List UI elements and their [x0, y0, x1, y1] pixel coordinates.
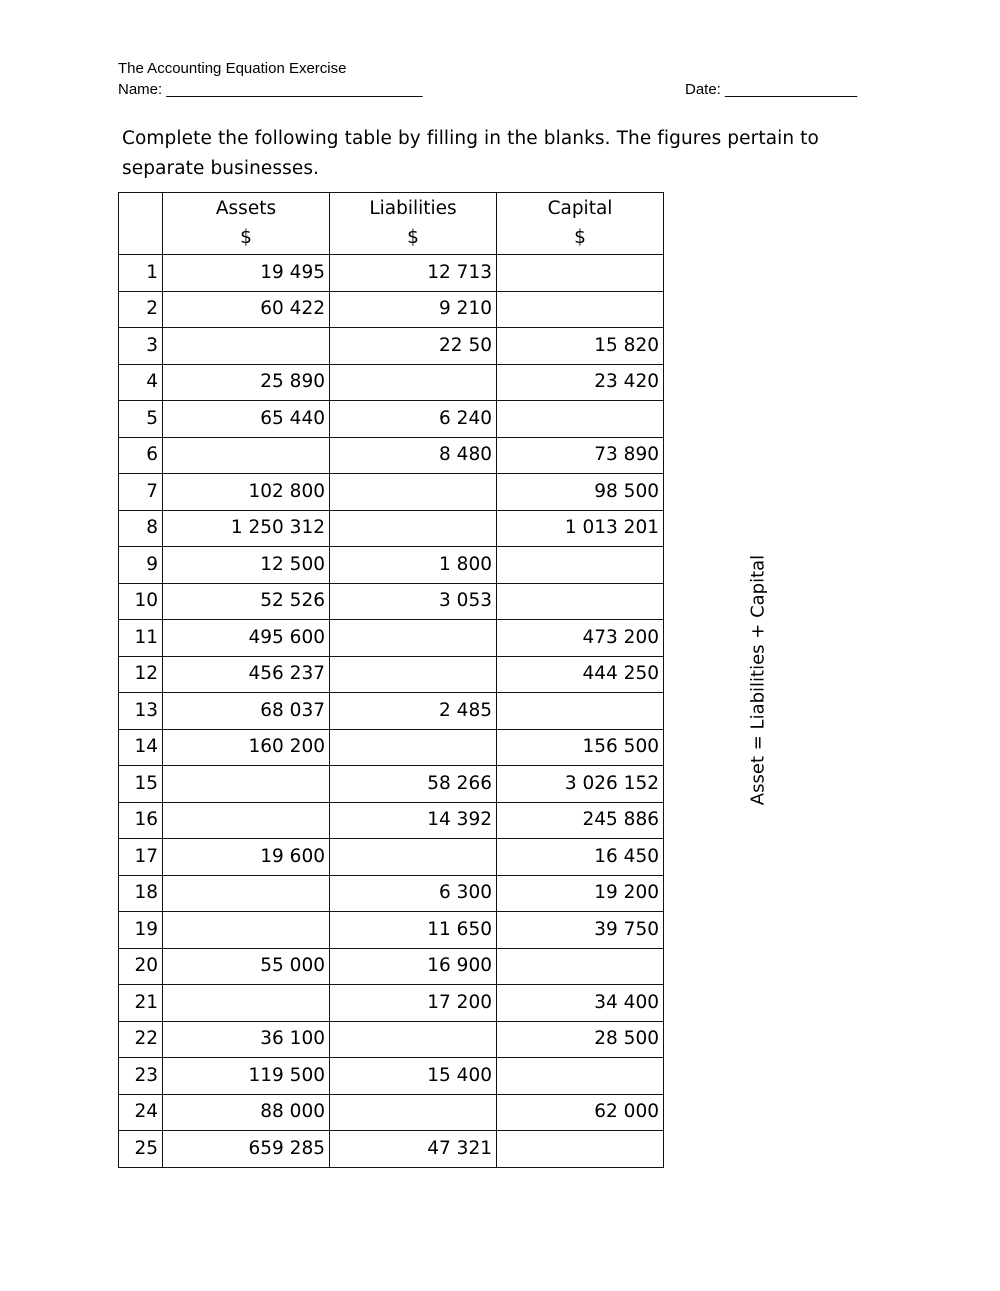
capital-cell[interactable]: 15 820 — [497, 328, 664, 365]
row-number: 11 — [119, 620, 163, 657]
capital-cell[interactable]: 19 200 — [497, 875, 664, 912]
liabilities-cell[interactable]: 1 800 — [330, 547, 497, 584]
table-row — [119, 583, 664, 620]
capital-cell[interactable]: 444 250 — [497, 656, 664, 693]
row-number: 9 — [119, 547, 163, 584]
liabilities-cell[interactable]: 47 321 — [330, 1131, 497, 1168]
liabilities-cell[interactable] — [330, 656, 497, 693]
header-capital-unit: $ — [574, 227, 586, 248]
table-row — [119, 437, 664, 474]
row-number: 8 — [119, 510, 163, 547]
assets-cell[interactable] — [163, 437, 330, 474]
header-assets-label: Assets — [215, 198, 277, 219]
table-row — [119, 547, 664, 584]
table-row — [119, 364, 664, 401]
table-row — [119, 1094, 664, 1131]
instructions: Complete the following table by filling in the blanks. The figures pertain to separate businesses. — [122, 128, 819, 179]
row-number: 5 — [119, 401, 163, 438]
assets-cell[interactable]: 456 237 — [163, 656, 330, 693]
header-capital-label: Capital — [547, 198, 613, 219]
capital-cell[interactable]: 39 750 — [497, 912, 664, 949]
assets-cell[interactable]: 55 000 — [163, 948, 330, 985]
liabilities-cell[interactable] — [330, 620, 497, 657]
row-number: 19 — [119, 912, 163, 949]
table-row — [119, 1021, 664, 1058]
date-label: Date: — [685, 81, 721, 98]
capital-cell[interactable]: 98 500 — [497, 474, 664, 511]
table-row — [119, 985, 664, 1022]
assets-cell[interactable] — [163, 802, 330, 839]
capital-cell[interactable]: 62 000 — [497, 1094, 664, 1131]
table-row — [119, 766, 664, 803]
liabilities-cell[interactable] — [330, 1021, 497, 1058]
liabilities-cell[interactable]: 11 650 — [330, 912, 497, 949]
row-number: 24 — [119, 1094, 163, 1131]
liabilities-cell[interactable] — [330, 364, 497, 401]
row-number: 25 — [119, 1131, 163, 1168]
assets-cell[interactable]: 495 600 — [163, 620, 330, 657]
row-number: 13 — [119, 693, 163, 730]
assets-cell[interactable]: 88 000 — [163, 1094, 330, 1131]
assets-cell[interactable] — [163, 912, 330, 949]
row-number: 21 — [119, 985, 163, 1022]
liabilities-cell[interactable]: 6 240 — [330, 401, 497, 438]
table-row — [119, 656, 664, 693]
capital-cell[interactable] — [497, 1058, 664, 1095]
capital-cell[interactable] — [497, 547, 664, 584]
row-number: 22 — [119, 1021, 163, 1058]
assets-cell[interactable]: 1 250 312 — [163, 510, 330, 547]
name-blank[interactable]: _________________________________ — [166, 81, 422, 98]
assets-cell[interactable] — [163, 766, 330, 803]
table-row — [119, 291, 664, 328]
name-label: Name: — [118, 81, 163, 98]
liabilities-cell[interactable] — [330, 1094, 497, 1131]
capital-cell[interactable] — [497, 693, 664, 730]
liabilities-cell[interactable]: 22 50 — [330, 328, 497, 365]
capital-cell[interactable]: 473 200 — [497, 620, 664, 657]
row-number: 23 — [119, 1058, 163, 1095]
assets-cell[interactable]: 659 285 — [163, 1131, 330, 1168]
assets-cell[interactable]: 65 440 — [163, 401, 330, 438]
capital-cell[interactable] — [497, 948, 664, 985]
row-number: 3 — [119, 328, 163, 365]
capital-cell[interactable]: 245 886 — [497, 802, 664, 839]
liabilities-cell[interactable] — [330, 510, 497, 547]
liabilities-cell[interactable] — [330, 474, 497, 511]
assets-cell[interactable]: 160 200 — [163, 729, 330, 766]
assets-cell[interactable]: 60 422 — [163, 291, 330, 328]
assets-cell[interactable]: 36 100 — [163, 1021, 330, 1058]
row-number: 1 — [119, 255, 163, 292]
table-row — [119, 729, 664, 766]
date-blank[interactable]: _________________ — [725, 81, 857, 98]
capital-cell[interactable] — [497, 401, 664, 438]
table-row — [119, 620, 664, 657]
document-title: The Accounting Equation Exercise — [118, 60, 347, 77]
name-line — [118, 81, 422, 99]
accounting-table — [118, 192, 664, 1168]
table-row — [119, 510, 664, 547]
capital-cell[interactable]: 23 420 — [497, 364, 664, 401]
assets-cell[interactable]: 52 526 — [163, 583, 330, 620]
row-number: 18 — [119, 875, 163, 912]
capital-cell[interactable]: 34 400 — [497, 985, 664, 1022]
liabilities-cell[interactable]: 3 053 — [330, 583, 497, 620]
capital-cell[interactable]: 156 500 — [497, 729, 664, 766]
capital-cell[interactable]: 1 013 201 — [497, 510, 664, 547]
row-number: 20 — [119, 948, 163, 985]
assets-cell[interactable] — [163, 985, 330, 1022]
capital-cell[interactable]: 28 500 — [497, 1021, 664, 1058]
liabilities-cell[interactable]: 12 713 — [330, 255, 497, 292]
liabilities-cell[interactable] — [330, 729, 497, 766]
header-capital — [497, 193, 664, 255]
liabilities-cell[interactable] — [330, 839, 497, 876]
table-row — [119, 693, 664, 730]
liabilities-cell[interactable]: 14 392 — [330, 802, 497, 839]
capital-cell[interactable]: 73 890 — [497, 437, 664, 474]
table-row — [119, 948, 664, 985]
header-assets-unit: $ — [240, 227, 252, 248]
assets-cell[interactable]: 119 500 — [163, 1058, 330, 1095]
row-number: 6 — [119, 437, 163, 474]
row-number: 15 — [119, 766, 163, 803]
table-row — [119, 255, 664, 292]
capital-cell[interactable] — [497, 291, 664, 328]
assets-cell[interactable]: 68 037 — [163, 693, 330, 730]
row-number: 12 — [119, 656, 163, 693]
row-number: 2 — [119, 291, 163, 328]
capital-cell[interactable]: 16 450 — [497, 839, 664, 876]
capital-cell[interactable] — [497, 1131, 664, 1168]
row-number: 7 — [119, 474, 163, 511]
table-row — [119, 328, 664, 365]
liabilities-cell[interactable]: 17 200 — [330, 985, 497, 1022]
capital-cell[interactable] — [497, 255, 664, 292]
table-row — [119, 839, 664, 876]
table-row — [119, 802, 664, 839]
table-row — [119, 875, 664, 912]
assets-cell[interactable]: 12 500 — [163, 547, 330, 584]
header-liabilities — [330, 193, 497, 255]
capital-cell[interactable] — [497, 583, 664, 620]
liabilities-cell[interactable]: 6 300 — [330, 875, 497, 912]
liabilities-cell[interactable]: 8 480 — [330, 437, 497, 474]
equation-note: Asset = Liabilities + Capital — [747, 554, 769, 806]
header-liabilities-label: Liabilities — [369, 198, 457, 219]
table-row — [119, 474, 664, 511]
liabilities-cell[interactable]: 9 210 — [330, 291, 497, 328]
header-assets — [163, 193, 330, 255]
assets-cell[interactable] — [163, 328, 330, 365]
header-liabilities-unit: $ — [407, 227, 419, 248]
liabilities-cell[interactable]: 2 485 — [330, 693, 497, 730]
table-row — [119, 1131, 664, 1168]
row-number: 10 — [119, 583, 163, 620]
assets-cell[interactable] — [163, 875, 330, 912]
assets-cell[interactable]: 25 890 — [163, 364, 330, 401]
table-row — [119, 912, 664, 949]
table-row — [119, 1058, 664, 1095]
liabilities-cell[interactable]: 58 266 — [330, 766, 497, 803]
header-index — [119, 193, 163, 255]
liabilities-cell[interactable]: 15 400 — [330, 1058, 497, 1095]
row-number: 17 — [119, 839, 163, 876]
row-number: 16 — [119, 802, 163, 839]
assets-cell[interactable]: 19 600 — [163, 839, 330, 876]
row-number: 4 — [119, 364, 163, 401]
liabilities-cell[interactable]: 16 900 — [330, 948, 497, 985]
table-header-row — [119, 193, 664, 255]
assets-cell[interactable]: 19 495 — [163, 255, 330, 292]
assets-cell[interactable]: 102 800 — [163, 474, 330, 511]
row-number: 14 — [119, 729, 163, 766]
date-line — [685, 81, 857, 99]
capital-cell[interactable]: 3 026 152 — [497, 766, 664, 803]
table-row — [119, 401, 664, 438]
